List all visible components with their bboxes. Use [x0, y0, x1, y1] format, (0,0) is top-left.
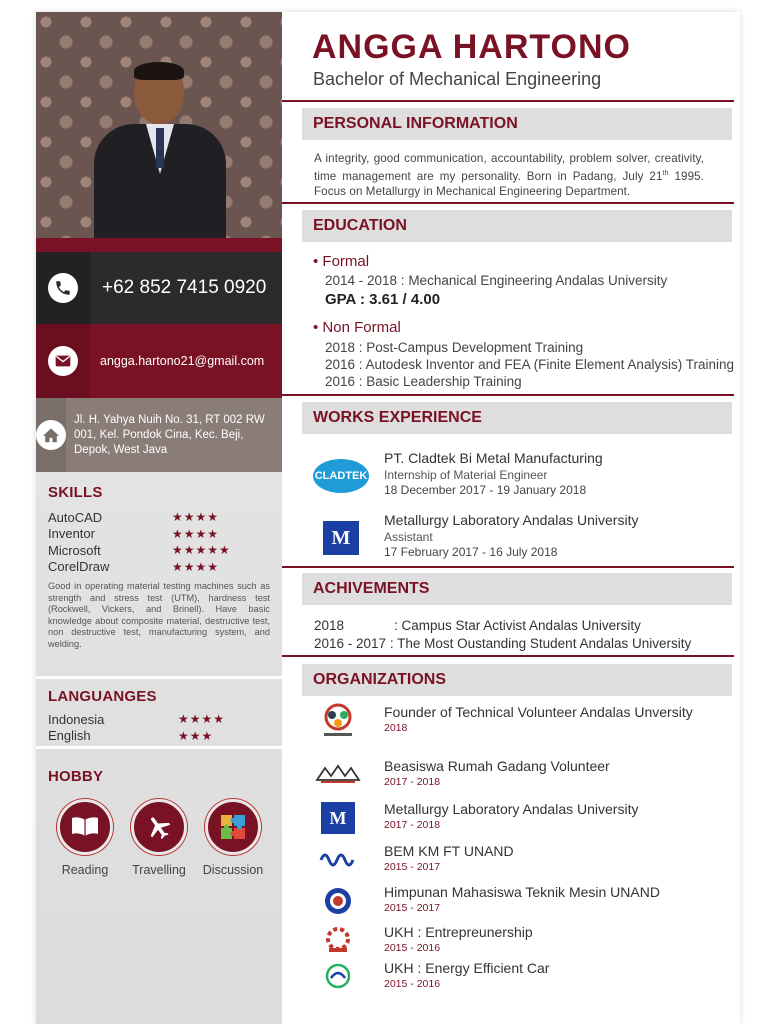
email-address[interactable]: angga.hartono21@gmail.com	[100, 354, 265, 368]
personal-text: A integrity, good communication, accountability, problem solver, creativity, time management are my personality. Born in Padang, July 21th 1995. Focus on Metallurgy in Mechanical Engineering Department.	[314, 152, 704, 198]
section-works: WORKS EXPERIENCE	[302, 402, 732, 434]
hmtm-logo	[314, 884, 362, 918]
job-role: Internship of Material Engineer	[384, 468, 548, 482]
phone-number[interactable]: +62 852 7415 0920	[102, 277, 267, 298]
education-formal-line: 2014 - 2018 : Mechanical Engineering Andalas University	[325, 273, 668, 288]
address-text: Jl. H. Yahya Nuih No. 31, RT 002 RW 001, Kel. Pondok Cina, Kec. Beji, Depok, West Java	[74, 413, 265, 456]
skill-row: Inventor ★★★★	[48, 526, 220, 542]
airplane-icon	[131, 799, 187, 855]
profile-photo	[36, 12, 282, 252]
cladtek-logo: CLADTEK	[312, 456, 370, 496]
hobby-travelling: Travelling	[124, 799, 194, 877]
education-formal-label: • Formal	[313, 253, 370, 270]
skill-row: CorelDraw ★★★★	[48, 559, 220, 575]
skill-row: AutoCAD ★★★★	[48, 509, 220, 525]
divider	[36, 746, 282, 749]
candidate-degree: Bachelor of Mechanical Engineering	[313, 69, 602, 89]
contact-address	[36, 398, 282, 472]
rating-stars: ★★★★	[172, 510, 220, 525]
language-row: English ★★★	[48, 728, 214, 744]
book-icon	[57, 799, 113, 855]
section-personal: PERSONAL INFORMATION	[302, 108, 732, 140]
metallurgy-lab-logo: M	[314, 801, 362, 835]
organization-item: Himpunan Mahasiswa Teknik Mesin UNAND 2015 - 2017	[314, 884, 734, 924]
section-organizations: ORGANIZATIONS	[302, 664, 732, 696]
sidebar	[36, 12, 282, 1024]
job-item	[312, 512, 732, 568]
organization-item: UKH : Entrepreunership 2015 - 2016	[314, 924, 734, 964]
candidate-name: ANGGA HARTONO	[312, 28, 631, 66]
organization-item: UKH : Energy Efficient Car 2015 - 2016	[314, 960, 734, 1000]
hobby-title: HOBBY	[48, 768, 104, 785]
phone-icon	[48, 273, 78, 303]
education-nonformal-line: 2018 : Post-Campus Development Training	[325, 340, 584, 355]
job-dates: 17 February 2017 - 16 July 2018	[384, 545, 558, 559]
rumah-gadang-logo	[314, 758, 362, 792]
organization-item: Beasiswa Rumah Gadang Volunteer 2017 - 2018	[314, 758, 734, 798]
skills-section	[36, 484, 282, 650]
job-company: Metallurgy Laboratory Andalas University	[384, 512, 639, 528]
divider	[282, 394, 734, 396]
technical-volunteer-logo	[314, 704, 362, 738]
hobby-reading: Reading	[50, 799, 120, 877]
section-achievements: ACHIVEMENTS	[302, 573, 732, 605]
education-nonformal-label: • Non Formal	[313, 319, 401, 336]
job-role: Assistant	[384, 530, 433, 544]
skills-title: SKILLS	[48, 484, 103, 501]
education-nonformal-line: 2016 : Autodesk Inventor and FEA (Finite Element Analysis) Training	[325, 357, 734, 372]
rating-stars: ★★★★	[172, 559, 220, 574]
divider	[282, 202, 734, 204]
job-item	[312, 450, 732, 506]
organization-item: BEM KM FT UNAND 2015 - 2017	[314, 843, 734, 883]
contact-phone	[36, 252, 282, 324]
divider	[282, 655, 734, 657]
person-figure	[94, 62, 226, 252]
achievement-item: 2018 : Campus Star Activist Andalas University	[314, 618, 641, 633]
section-education: EDUCATION	[302, 210, 732, 242]
language-row: Indonesia ★★★★	[48, 711, 226, 727]
rating-stars: ★★★★	[172, 526, 220, 541]
rating-stars: ★★★	[178, 728, 214, 743]
job-company: PT. Cladtek Bi Metal Manufacturing	[384, 450, 603, 466]
home-icon	[36, 420, 66, 450]
divider	[282, 100, 734, 102]
gpa-value: GPA : 3.61 / 4.00	[325, 291, 441, 308]
languages-title: LANGUANGES	[48, 688, 157, 705]
metallurgy-lab-logo: M	[312, 518, 370, 558]
rating-stars: ★★★★	[178, 712, 226, 727]
languages-section	[36, 688, 282, 744]
main-content	[282, 12, 740, 1024]
divider	[282, 566, 734, 568]
organization-item: Founder of Technical Volunteer Andalas Unversity 2018	[314, 704, 734, 744]
skill-row: Microsoft ★★★★★	[48, 542, 231, 558]
hobby-section	[36, 768, 282, 877]
skills-description: Good in operating material testing machines such as strength and stress test (UTM), hardness test (Rockwell, Vickers, and Brinell). Have basic knowledge about composite material, destructive test, non destructive test, manufacturing system, and welding.	[48, 581, 270, 649]
divider	[36, 676, 282, 679]
hobby-discussion: Discussion	[198, 799, 268, 877]
puzzle-icon	[205, 799, 261, 855]
energy-car-logo	[314, 960, 362, 994]
bem-logo	[314, 843, 362, 877]
achievement-item: 2016 - 2017 : The Most Oustanding Student Andalas University	[314, 636, 692, 651]
job-dates: 18 December 2017 - 19 January 2018	[384, 483, 587, 497]
rating-stars: ★★★★★	[172, 543, 231, 558]
education-nonformal-line: 2016 : Basic Leadership Training	[325, 374, 522, 389]
kwu-logo	[314, 924, 362, 958]
contact-email	[36, 324, 282, 398]
mail-icon	[48, 346, 78, 376]
organization-item: M Metallurgy Laboratory Andalas University 2017 - 2018	[314, 801, 734, 841]
